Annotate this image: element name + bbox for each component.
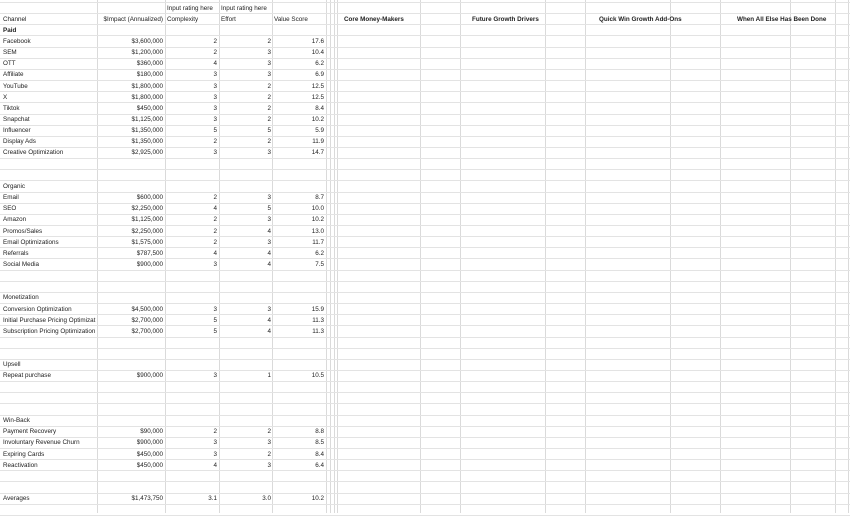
row-divider (0, 359, 850, 360)
channel-name[interactable]: Involuntary Revenue Churn (3, 439, 80, 447)
impact-value[interactable]: $1,800,000 (131, 82, 163, 90)
complexity-rating[interactable]: 3 (213, 82, 217, 90)
complexity-rating[interactable]: 3 (213, 104, 217, 112)
category-future-growth-drivers[interactable]: Future Growth Drivers (472, 15, 539, 23)
row-divider (0, 2, 850, 3)
row-divider (0, 348, 850, 349)
section-title[interactable]: Monetization (3, 294, 39, 302)
value-score[interactable]: 6.2 (315, 249, 324, 257)
value-score[interactable]: 11.7 (312, 238, 324, 246)
category-when-all-else[interactable]: When All Else Has Been Done (737, 15, 827, 23)
complexity-rating[interactable]: 4 (213, 461, 217, 469)
value-score[interactable]: 10.0 (311, 205, 324, 213)
complexity-rating[interactable]: 3 (213, 260, 217, 268)
impact-value[interactable]: $2,700,000 (131, 327, 163, 335)
value-score[interactable]: 17.6 (311, 37, 324, 45)
impact-value[interactable]: $1,125,000 (131, 216, 163, 224)
averages-label[interactable]: Averages (3, 495, 30, 503)
complexity-rating[interactable]: 2 (213, 194, 217, 202)
complexity-rating[interactable]: 4 (213, 249, 217, 257)
channel-name[interactable]: Repeat purchase (3, 372, 51, 380)
channel-name[interactable]: Subscription Pricing Optimization (3, 327, 96, 335)
channel-name[interactable]: Influencer (3, 127, 31, 135)
channel-name[interactable]: SEM (3, 49, 17, 57)
row-divider (0, 169, 850, 170)
impact-value[interactable]: $2,925,000 (131, 149, 163, 157)
impact-value[interactable]: $1,575,000 (131, 238, 163, 246)
input-note-complexity[interactable]: Input rating here (167, 4, 213, 12)
row-divider (0, 481, 850, 482)
value-score[interactable]: 10.2 (311, 216, 324, 224)
row-divider (0, 292, 850, 293)
value-score[interactable]: 11.3 (312, 316, 324, 324)
effort-rating[interactable]: 3 (267, 216, 271, 224)
complexity-rating[interactable]: 3 (213, 71, 217, 79)
complexity-rating[interactable]: 4 (213, 60, 217, 68)
channel-name[interactable]: Tiktok (3, 104, 20, 112)
impact-value[interactable]: $900,000 (136, 260, 163, 268)
channel-name[interactable]: Email (3, 194, 19, 202)
impact-value[interactable]: $900,000 (136, 372, 163, 380)
channel-name[interactable]: Initial Purchase Pricing Optimizat (3, 316, 96, 324)
impact-value[interactable]: $3,600,000 (131, 37, 163, 45)
value-score[interactable]: 13.0 (311, 227, 324, 235)
effort-rating[interactable]: 2 (267, 116, 271, 123)
input-note-effort[interactable]: Input rating here (221, 4, 267, 12)
complexity-rating[interactable]: 2 (213, 238, 217, 246)
channel-name[interactable]: Affiliate (3, 71, 24, 79)
effort-rating[interactable]: 4 (267, 227, 271, 235)
value-score[interactable]: 11.9 (312, 138, 324, 146)
effort-rating[interactable]: 2 (267, 428, 271, 436)
complexity-rating[interactable]: 5 (213, 127, 217, 135)
impact-value[interactable]: $2,250,000 (131, 205, 163, 213)
value-score[interactable]: 12.5 (311, 93, 324, 101)
section-title[interactable]: Win-Back (3, 417, 30, 425)
effort-rating[interactable]: 3 (267, 461, 271, 469)
effort-rating[interactable]: 2 (267, 138, 271, 146)
channel-name[interactable]: OTT (3, 60, 16, 68)
value-score[interactable]: 7.5 (315, 260, 324, 268)
effort-rating[interactable]: 3 (267, 439, 271, 447)
effort-rating[interactable]: 3 (267, 238, 271, 246)
column-header[interactable]: Channel (3, 15, 27, 23)
averages-impact[interactable]: $1,473,750 (131, 495, 163, 503)
impact-value[interactable]: $360,000 (136, 60, 163, 68)
effort-rating[interactable]: 3 (267, 49, 271, 57)
column-header[interactable]: $Impact (Annualized) (103, 15, 163, 23)
complexity-rating[interactable]: 2 (213, 216, 217, 224)
effort-rating[interactable]: 5 (267, 127, 271, 135)
section-title[interactable]: Organic (3, 182, 26, 190)
channel-name[interactable]: Conversion Optimization (3, 305, 72, 313)
effort-rating[interactable]: 1 (267, 372, 271, 380)
section-title[interactable]: Upsell (3, 361, 21, 369)
channel-name[interactable]: Social Media (3, 260, 40, 268)
value-score[interactable]: 10.4 (311, 49, 324, 57)
complexity-rating[interactable]: 2 (213, 49, 217, 57)
value-score[interactable]: 12.5 (311, 82, 324, 90)
value-score[interactable]: 10.5 (311, 372, 324, 380)
value-score[interactable]: 10.2 (311, 116, 324, 123)
complexity-rating[interactable]: 5 (213, 327, 217, 335)
impact-value[interactable]: $1,200,000 (131, 49, 163, 57)
impact-value[interactable]: $600,000 (136, 194, 163, 202)
effort-rating[interactable]: 3 (267, 60, 271, 68)
effort-rating[interactable]: 5 (267, 205, 271, 213)
complexity-rating[interactable]: 2 (213, 227, 217, 235)
averages-score[interactable]: 10.2 (311, 495, 324, 503)
impact-value[interactable]: $90,000 (140, 428, 163, 436)
value-score[interactable]: 5.9 (315, 127, 324, 135)
channel-name[interactable]: Snapchat (3, 116, 30, 123)
effort-rating[interactable]: 4 (267, 316, 271, 324)
value-score[interactable]: 8.7 (315, 194, 324, 202)
channel-name[interactable]: Display Ads (3, 138, 36, 146)
channel-name[interactable]: SEO (3, 205, 17, 213)
impact-value[interactable]: $2,700,000 (131, 316, 163, 324)
value-score[interactable]: 8.4 (315, 104, 324, 112)
complexity-rating[interactable]: 5 (213, 316, 217, 324)
impact-value[interactable]: $1,125,000 (131, 116, 163, 123)
impact-value[interactable]: $450,000 (136, 461, 163, 469)
effort-rating[interactable]: 2 (267, 93, 271, 101)
effort-rating[interactable]: 2 (267, 37, 271, 45)
effort-rating[interactable]: 3 (267, 71, 271, 79)
impact-value[interactable]: $450,000 (136, 450, 163, 458)
complexity-rating[interactable]: 3 (213, 116, 217, 123)
averages-complexity[interactable]: 3.1 (208, 495, 217, 503)
impact-value[interactable]: $900,000 (136, 439, 163, 447)
channel-name[interactable]: YouTube (3, 82, 28, 90)
effort-rating[interactable]: 2 (267, 450, 271, 458)
section-title[interactable]: Paid (3, 26, 17, 34)
effort-rating[interactable]: 3 (267, 149, 271, 157)
complexity-rating[interactable]: 3 (213, 149, 217, 157)
value-score[interactable]: 6.4 (315, 461, 324, 469)
value-score[interactable]: 8.8 (315, 428, 324, 436)
impact-value[interactable]: $4,500,000 (131, 305, 163, 313)
effort-rating[interactable]: 3 (267, 305, 271, 313)
complexity-rating[interactable]: 3 (213, 372, 217, 380)
channel-name[interactable]: Promos/Sales (3, 227, 43, 235)
complexity-rating[interactable]: 3 (213, 439, 217, 447)
row-divider (0, 180, 850, 181)
effort-rating[interactable]: 2 (267, 82, 271, 90)
value-score[interactable]: 11.3 (312, 327, 324, 335)
row-divider (0, 281, 850, 282)
impact-value[interactable]: $1,350,000 (131, 138, 163, 146)
complexity-rating[interactable]: 3 (213, 450, 217, 458)
complexity-rating[interactable]: 2 (213, 428, 217, 436)
channel-name[interactable]: Email Optimizations (3, 238, 59, 246)
channel-name[interactable]: Facebook (3, 37, 31, 45)
row-divider (0, 403, 850, 404)
channel-name[interactable]: Amazon (3, 216, 27, 224)
column-header[interactable]: Effort (221, 15, 236, 23)
complexity-rating[interactable]: 2 (213, 138, 217, 146)
effort-rating[interactable]: 4 (267, 249, 271, 257)
channel-name[interactable]: Creative Optimization (3, 149, 64, 157)
impact-value[interactable]: $787,500 (136, 249, 163, 257)
impact-value[interactable]: $1,800,000 (131, 93, 163, 101)
category-quick-win-add-ons[interactable]: Quick Win Growth Add-Ons (599, 15, 682, 23)
value-score[interactable]: 6.9 (315, 71, 324, 79)
row-divider (0, 392, 850, 393)
impact-value[interactable]: $450,000 (136, 104, 163, 112)
channel-name[interactable]: Payment Recovery (3, 428, 57, 436)
category-core-money-makers[interactable]: Core Money-Makers (344, 15, 404, 23)
complexity-rating[interactable]: 3 (213, 305, 217, 313)
channel-name[interactable]: Reactivation (3, 461, 38, 469)
value-score[interactable]: 14.7 (311, 149, 324, 157)
complexity-rating[interactable]: 4 (213, 205, 217, 213)
channel-name[interactable]: X (3, 93, 8, 101)
effort-rating[interactable]: 4 (267, 260, 271, 268)
effort-rating[interactable]: 2 (267, 104, 271, 112)
column-header[interactable]: Value Score (274, 15, 308, 23)
channel-name[interactable]: Expiring Cards (3, 450, 45, 458)
impact-value[interactable]: $2,250,000 (131, 227, 163, 235)
value-score[interactable]: 15.9 (311, 305, 324, 313)
effort-rating[interactable]: 4 (267, 327, 271, 335)
row-divider (0, 415, 850, 416)
value-score[interactable]: 8.4 (315, 450, 324, 458)
value-score[interactable]: 8.5 (315, 439, 324, 447)
impact-value[interactable]: $1,350,000 (131, 127, 163, 135)
column-header[interactable]: Complexity (167, 15, 199, 23)
channel-name[interactable]: Referrals (3, 249, 29, 257)
effort-rating[interactable]: 3 (267, 194, 271, 202)
averages-effort[interactable]: 3.0 (262, 495, 271, 503)
impact-value[interactable]: $180,000 (136, 71, 163, 79)
complexity-rating[interactable]: 2 (213, 37, 217, 45)
complexity-rating[interactable]: 3 (213, 93, 217, 101)
value-score[interactable]: 6.2 (315, 60, 324, 68)
